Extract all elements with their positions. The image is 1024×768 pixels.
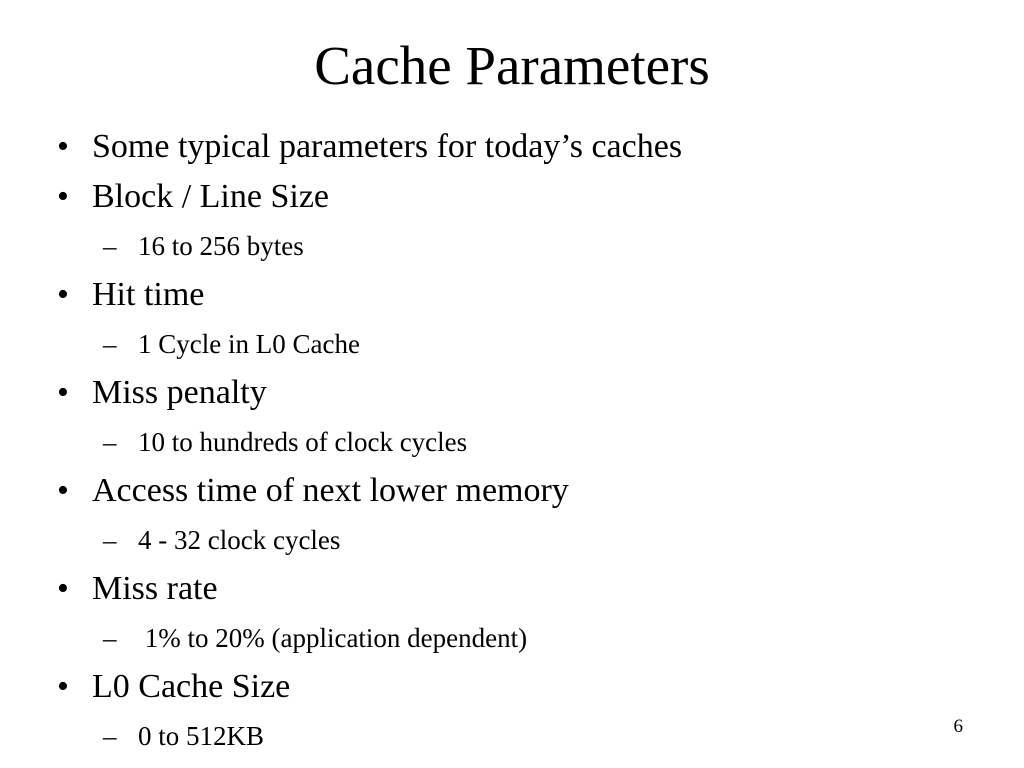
sub-item-l0-cache-size <box>55 712 955 760</box>
bullet-marker: • <box>57 668 69 705</box>
sub-bullet-marker: – <box>103 525 117 555</box>
bullet-item-miss-penalty <box>55 368 955 418</box>
sub-item-hit-time <box>55 320 955 368</box>
bullet-item-block-line-size <box>55 172 955 222</box>
bullet-marker: • <box>57 276 69 313</box>
page-number: 6 <box>953 716 963 737</box>
sub-item-text: 1 Cycle in L0 Cache <box>138 329 360 359</box>
bullet-item-typical-parameters <box>55 122 955 172</box>
bullet-text: L0 Cache Size <box>92 668 291 705</box>
bullet-list <box>55 122 955 760</box>
bullet-text: Access time of next lower memory <box>92 472 569 509</box>
sub-bullet-marker: – <box>103 231 117 261</box>
sub-item-text: 10 to hundreds of clock cycles <box>138 427 468 457</box>
sub-item-text: 1% to 20% (application dependent) <box>138 623 528 653</box>
slide-title: Cache Parameters <box>314 35 710 96</box>
bullet-marker: • <box>57 374 69 411</box>
sub-item-access-time <box>55 516 955 564</box>
bullet-text: Block / Line Size <box>92 178 330 215</box>
sub-bullet-marker: – <box>103 721 117 751</box>
bullet-text: Hit time <box>92 276 205 313</box>
bullet-item-access-time <box>55 466 955 516</box>
bullet-text: Some typical parameters for today’s caches <box>92 128 683 165</box>
sub-item-text: 0 to 512KB <box>138 721 265 751</box>
sub-item-miss-penalty <box>55 418 955 466</box>
bullet-text: Miss rate <box>92 570 218 607</box>
sub-item-miss-rate <box>55 614 955 662</box>
bullet-item-miss-rate <box>55 564 955 614</box>
bullet-marker: • <box>57 178 69 215</box>
sub-item-text: 4 - 32 clock cycles <box>138 525 341 555</box>
bullet-marker: • <box>57 472 69 509</box>
bullet-item-hit-time <box>55 270 955 320</box>
sub-bullet-marker: – <box>103 623 117 653</box>
bullet-marker: • <box>57 570 69 607</box>
bullet-marker: • <box>57 128 69 165</box>
bullet-item-l0-cache-size <box>55 662 955 712</box>
bullet-text: Miss penalty <box>92 374 267 411</box>
sub-bullet-marker: – <box>103 329 117 359</box>
sub-item-block-line-size <box>55 222 955 270</box>
sub-item-text: 16 to 256 bytes <box>138 231 304 261</box>
sub-bullet-marker: – <box>103 427 117 457</box>
